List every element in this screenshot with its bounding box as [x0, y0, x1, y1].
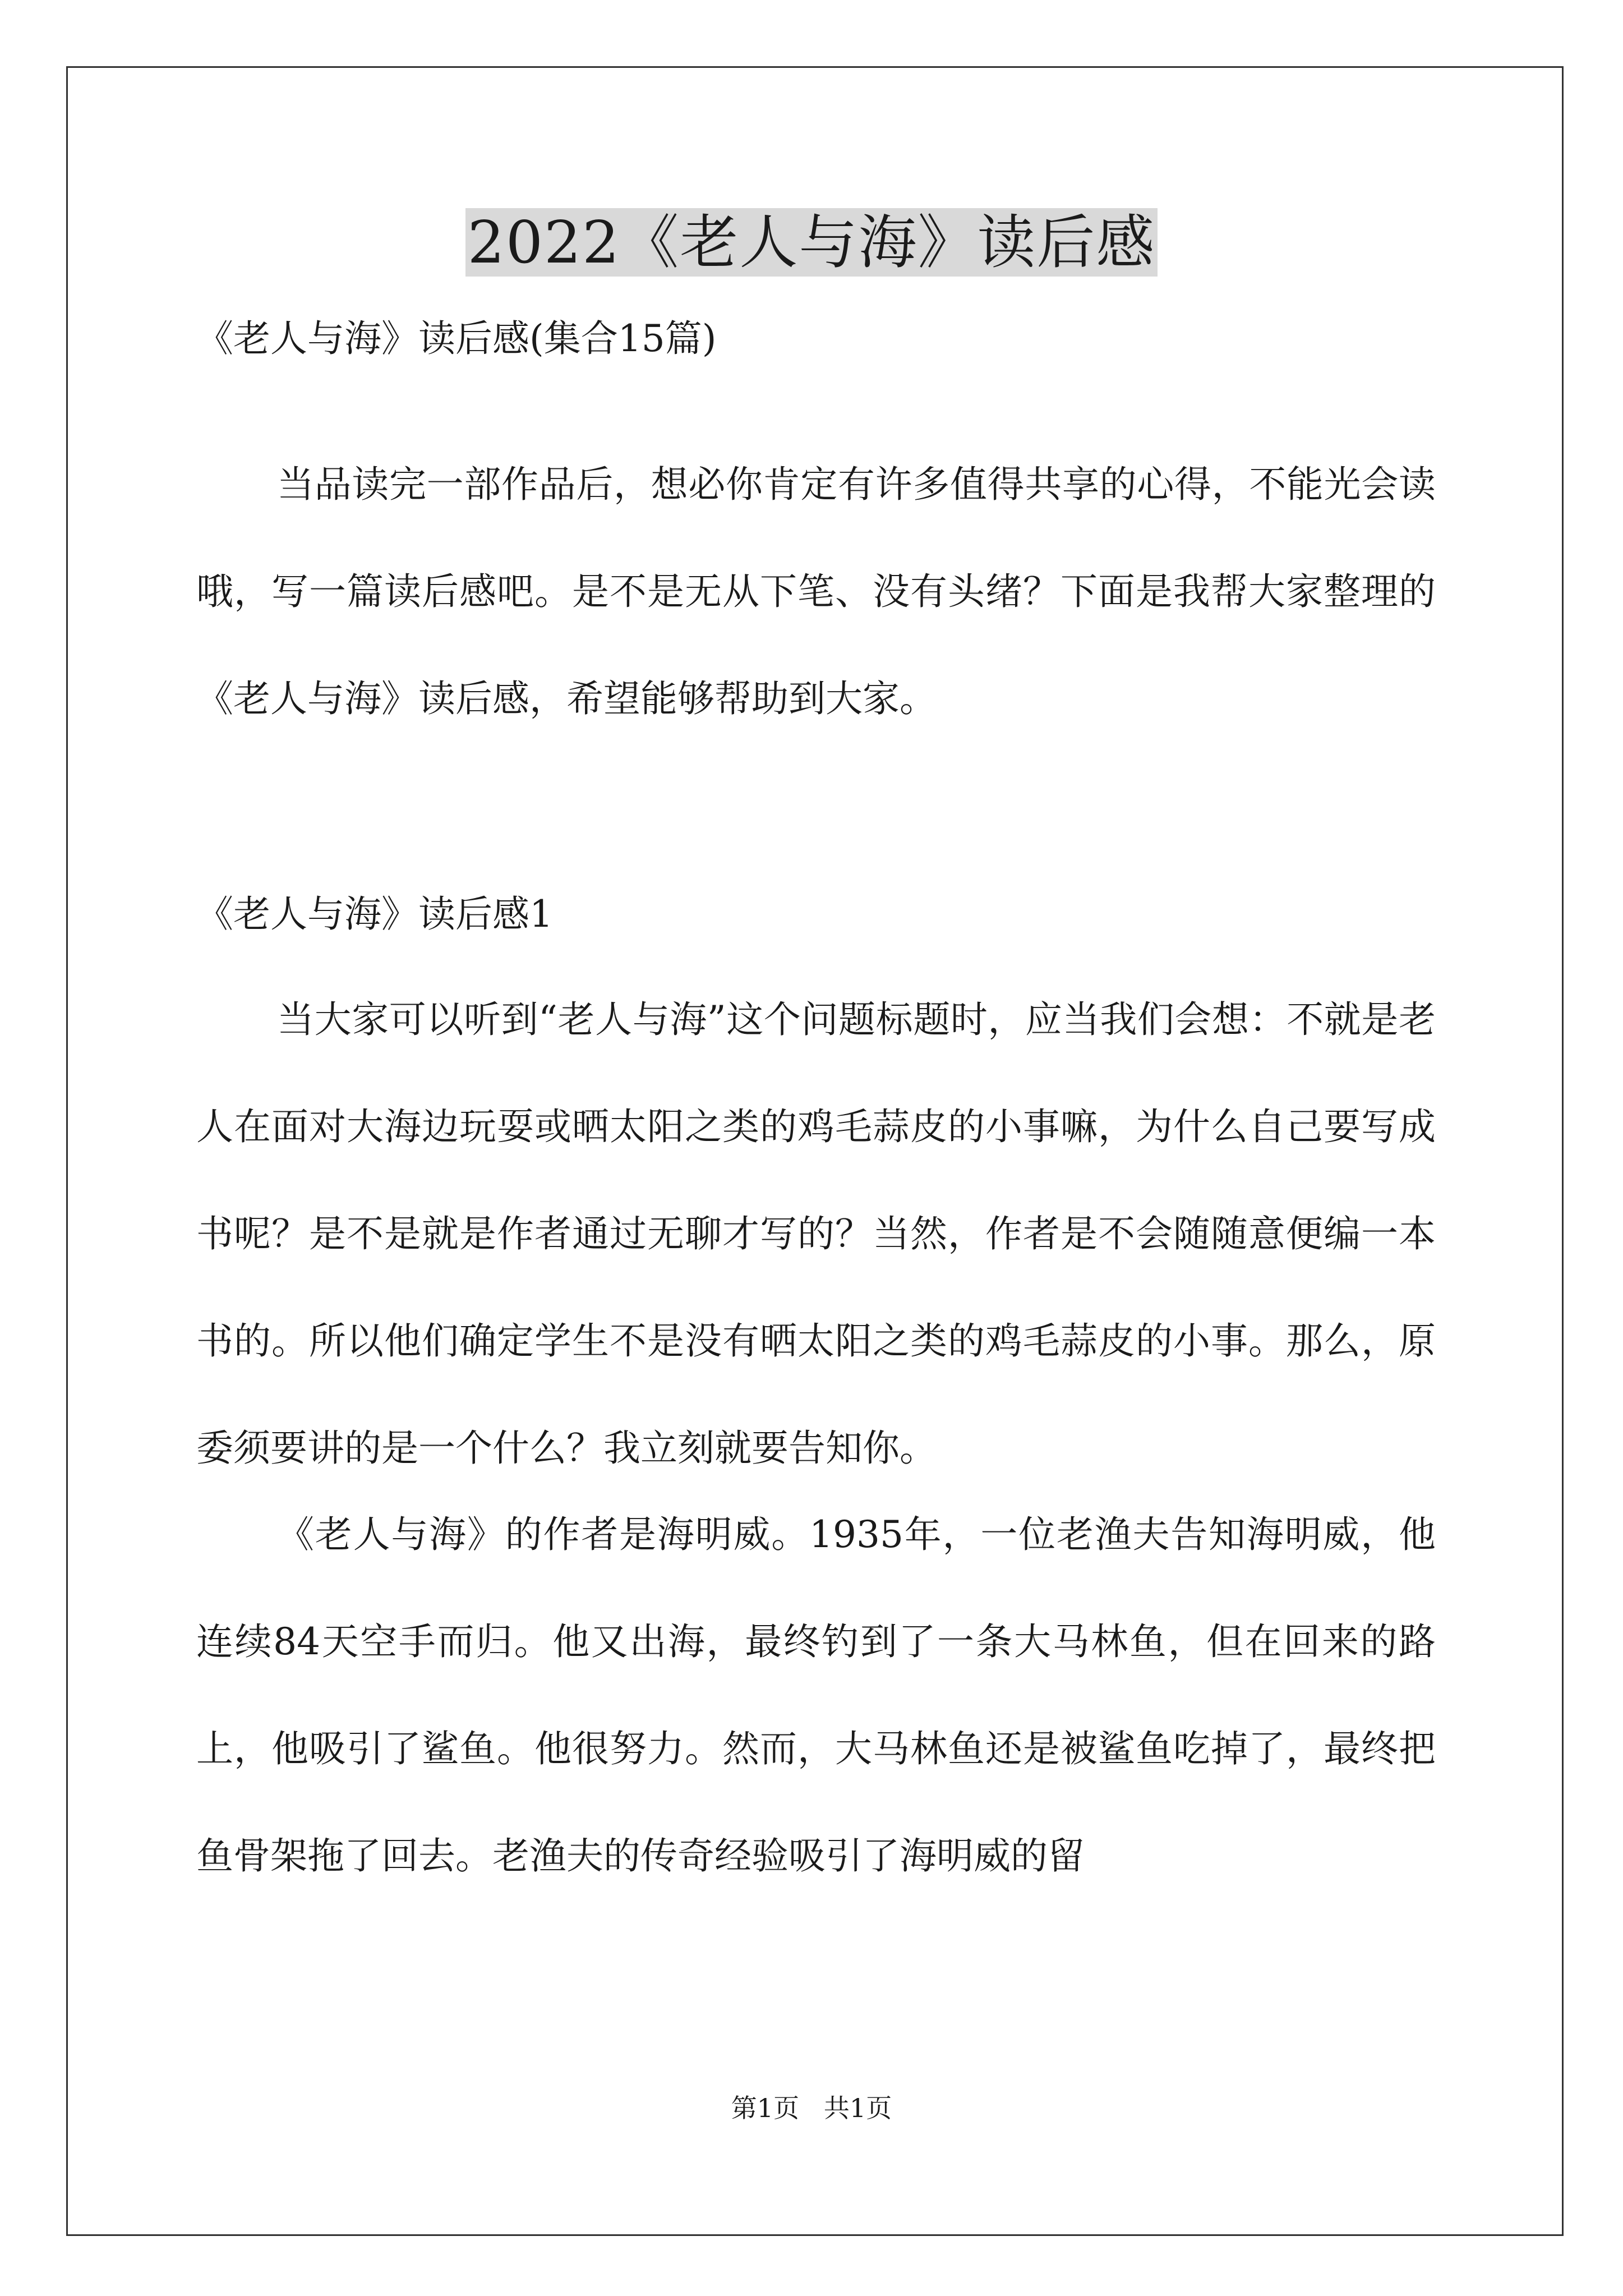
document-title — [0, 203, 1623, 282]
document-title-text: 2022《老人与海》读后感 — [465, 208, 1158, 277]
document-subtitle: 《老人与海》读后感(集合15篇) — [196, 317, 717, 360]
intro-paragraph: 当品读完一部作品后，想必你肯定有许多值得共享的心得，不能光会读哦，写一篇读后感吧。是不是无从下笔、没有头绪？下面是我帮大家整理的《老人与海》读后感，希望能够帮助到大家。 — [196, 463, 1436, 720]
body-paragraph-1: 当大家可以听到“老人与海”这个问题标题时，应当我们会想：不就是老人在面对大海边玩耍或晒太阳之类的鸡毛蒜皮的小事嘛，为什么自己要写成书呢？是不是就是作者通过无聊才写的？当然，作者是不会随随意便编一本书的。所以他们确定学生不是没有晒太阳之类的鸡毛蒜皮的小事。那么，原委须要讲的是一个什么？我立刻就要告知你。 — [196, 998, 1436, 1470]
body-paragraph-2: 《老人与海》的作者是海明威。1935年，一位老渔夫告知海明威，他连续84天空手而归。他又出海，最终钓到了一条大马林鱼，但在回来的路上，他吸引了鲨鱼。他很努力。然而，大马林鱼还是被鲨鱼吃掉了，最终把鱼骨架拖了回去。老渔夫的传奇经验吸引了海明威的留 — [196, 1513, 1436, 1878]
section-heading: 《老人与海》读后感1 — [196, 892, 553, 936]
page-footer: 第1页 共1页 — [731, 2093, 892, 2123]
